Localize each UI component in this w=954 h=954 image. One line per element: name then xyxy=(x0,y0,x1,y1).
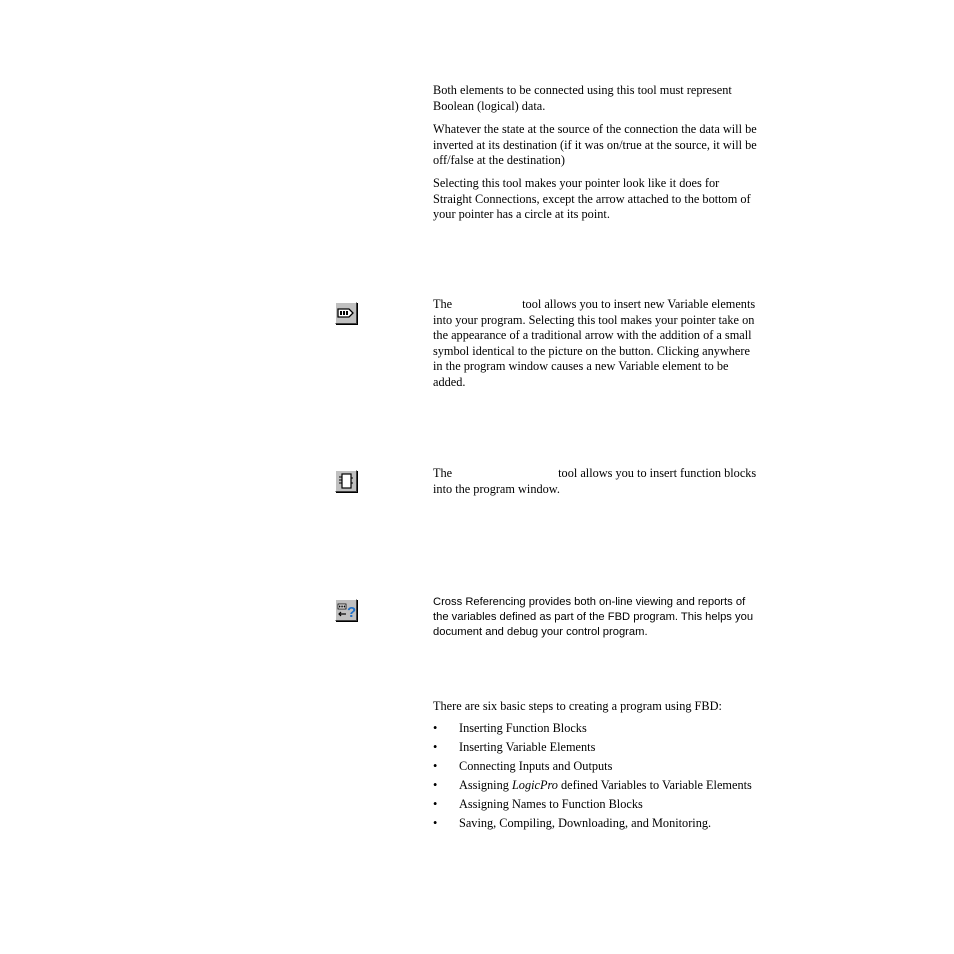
list-item: • Connecting Inputs and Outputs xyxy=(433,759,613,774)
list-item: • Assigning LogicPro defined Variables to Variable Elements xyxy=(433,778,752,793)
svg-text:?: ? xyxy=(347,604,357,621)
bullet-glyph: • xyxy=(433,759,438,774)
function-block-tool-icon xyxy=(335,470,357,492)
inversion-note: Whatever the state at the source of the connection the data will be inverted at its destination (if it was on/true at the source, it will be off/false at the destination) xyxy=(433,122,757,168)
boolean-data-note: Both elements to be connected using this tool must represent Boolean (logical) data. xyxy=(433,83,732,113)
list-item: • Assigning Names to Function Blocks xyxy=(433,797,643,812)
steps-intro: There are six basic steps to creating a program using FBD: xyxy=(433,699,722,713)
logicpro-emphasis: LogicPro xyxy=(511,778,558,793)
list-item: • Inserting Function Blocks xyxy=(433,721,587,735)
bullet-glyph: • xyxy=(433,778,438,793)
bullet-glyph: • xyxy=(433,740,438,755)
cross-reference-icon xyxy=(335,599,357,621)
function-block-text: tool allows you to insert function blocks into the program window. xyxy=(433,466,757,496)
list-item: • Inserting Variable Elements xyxy=(433,740,596,755)
bullet-glyph: • xyxy=(433,721,438,735)
var-tool-icon xyxy=(335,302,357,324)
bullet-glyph: • xyxy=(433,797,438,812)
steps-list xyxy=(433,721,758,836)
variable-text: tool allows you to insert new Variable elements into your program. Selecting this tool makes your pointer take on the appearance of a traditional arrow with the addition of a small symbol identical to the picture on the button. Clicking anywhere in the program window causes a new Variable element to be added. xyxy=(433,297,756,389)
variable-lead: The xyxy=(433,297,453,311)
variable-tool-description xyxy=(433,297,758,391)
pointer-note: Selecting this tool makes your pointer look like it does for Straight Connections, except the arrow attached to the bottom of your pointer has a circle at its point. xyxy=(433,176,751,222)
function-block-lead: The xyxy=(433,466,453,480)
bullet-glyph: • xyxy=(433,816,438,831)
cross-reference-description: Cross Referencing provides both on-line viewing and reports of the variables defined as part of the FBD program. This helps you document and debug your control program. xyxy=(433,596,754,639)
list-item: • Saving, Compiling, Downloading, and Monitoring. xyxy=(433,816,712,831)
function-block-tool-description xyxy=(433,466,758,497)
